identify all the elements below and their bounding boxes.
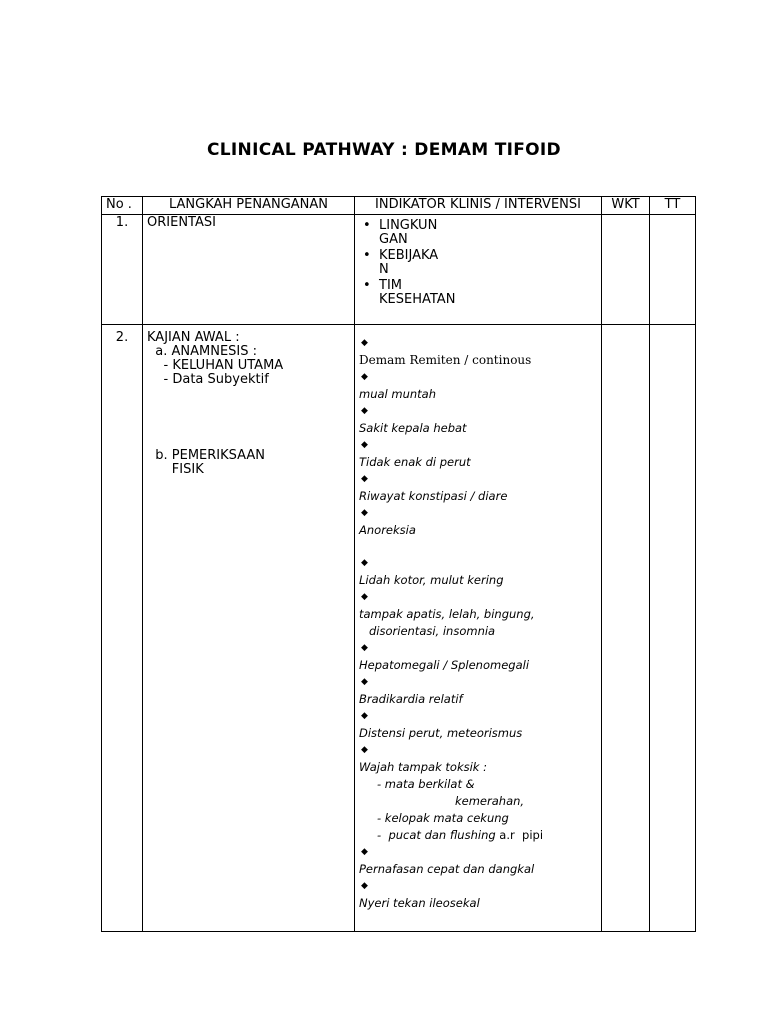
step-line: FISIK xyxy=(147,462,204,477)
indicator-item: Pernafasan cepat dan dangkal xyxy=(359,862,535,876)
diamond-bullet-icon: ◆ xyxy=(361,847,368,857)
wkt-cell xyxy=(602,325,650,932)
indicator-subitem: - mata berkilat & xyxy=(377,777,475,791)
indicator-subitem xyxy=(359,827,597,844)
indicator-item: Hepatomegali / Splenomegali xyxy=(359,658,530,672)
list-item xyxy=(359,219,597,247)
diamond-bullet-icon: ◆ xyxy=(361,881,368,891)
header-step: LANGKAH PENANGANAN xyxy=(143,197,355,215)
step-cell xyxy=(143,325,355,932)
indicator-item: Riwayat konstipasi / diare xyxy=(359,489,508,503)
header-row xyxy=(102,197,696,215)
step-line: - KELUHAN UTAMA xyxy=(147,358,284,373)
bullet-icon: • xyxy=(363,248,371,263)
page-title: CLINICAL PATHWAY : DEMAM TIFOID xyxy=(207,140,561,160)
header-tt: TT xyxy=(650,197,696,215)
item-text: TIM xyxy=(379,278,402,293)
diamond-bullet-icon: ◆ xyxy=(361,440,368,450)
header-no: No . xyxy=(102,197,143,215)
indicator-subitem: - kelopak mata cekung xyxy=(377,811,509,825)
step-line: a. ANAMNESIS : xyxy=(147,344,258,359)
step-line: b. PEMERIKSAAN xyxy=(147,448,266,463)
pucat-text: - pucat dan xyxy=(377,828,450,842)
tt-cell xyxy=(650,325,696,932)
diamond-bullet-icon: ◆ xyxy=(361,745,368,755)
diamond-bullet-icon: ◆ xyxy=(361,677,368,687)
item-text: N xyxy=(379,262,389,277)
header-wkt: WKT xyxy=(602,197,650,215)
step-cell: ORIENTASI xyxy=(143,215,355,325)
indicator-item: Anoreksia xyxy=(359,523,416,537)
item-text: KEBIJAKA xyxy=(379,248,439,263)
diamond-bullet-icon: ◆ xyxy=(361,338,368,348)
indicator-item: Lidah kotor, mulut kering xyxy=(359,573,504,587)
indicator-item: Tidak enak di perut xyxy=(359,455,471,469)
tt-cell xyxy=(650,215,696,325)
indicator-item: Demam Remiten / continous xyxy=(359,353,532,367)
clinical-pathway-table xyxy=(101,196,696,932)
row-number: 1. xyxy=(102,215,143,325)
wkt-cell xyxy=(602,215,650,325)
item-text: GAN xyxy=(379,232,408,247)
indicator-subitem-continued: kemerahan, xyxy=(455,794,525,808)
list-item xyxy=(359,279,597,307)
diamond-bullet-icon: ◆ xyxy=(361,474,368,484)
diamond-bullet-icon: ◆ xyxy=(361,643,368,653)
indicator-item: mual muntah xyxy=(359,387,437,401)
item-text: KESEHATAN xyxy=(379,292,456,307)
list-item xyxy=(359,249,597,277)
bullet-icon: • xyxy=(363,278,371,293)
pipi-text: a.r pipi xyxy=(495,828,544,842)
diamond-bullet-icon: ◆ xyxy=(361,592,368,602)
step-line: - Data Subyektif xyxy=(147,372,269,387)
indicator-cell xyxy=(355,325,602,932)
indicator-item: Wajah tampak toksik : xyxy=(359,760,487,774)
table-row xyxy=(102,215,696,325)
indicator-cell xyxy=(355,215,602,325)
indicator-item: Sakit kepala hebat xyxy=(359,421,467,435)
header-indicator: INDIKATOR KLINIS / INTERVENSI xyxy=(355,197,602,215)
diamond-bullet-icon: ◆ xyxy=(361,558,368,568)
diamond-bullet-icon: ◆ xyxy=(361,372,368,382)
step-line: KAJIAN AWAL : xyxy=(147,330,240,345)
diamond-bullet-icon: ◆ xyxy=(361,406,368,416)
row-number: 2. xyxy=(102,325,143,932)
indicator-item: Nyeri tekan ileosekal xyxy=(359,896,480,910)
table-row xyxy=(102,325,696,932)
indicator-item: Bradikardia relatif xyxy=(359,692,463,706)
item-text: LINGKUN xyxy=(379,218,438,233)
diamond-bullet-icon: ◆ xyxy=(361,508,368,518)
indicator-item-continued: disorientasi, insomnia xyxy=(369,624,496,638)
indicator-item: Distensi perut, meteorismus xyxy=(359,726,523,740)
flushing-text: flushing xyxy=(449,828,496,842)
indicator-item: tampak apatis, lelah, bingung, xyxy=(359,607,535,621)
diamond-bullet-icon: ◆ xyxy=(361,711,368,721)
bullet-icon: • xyxy=(363,218,371,233)
